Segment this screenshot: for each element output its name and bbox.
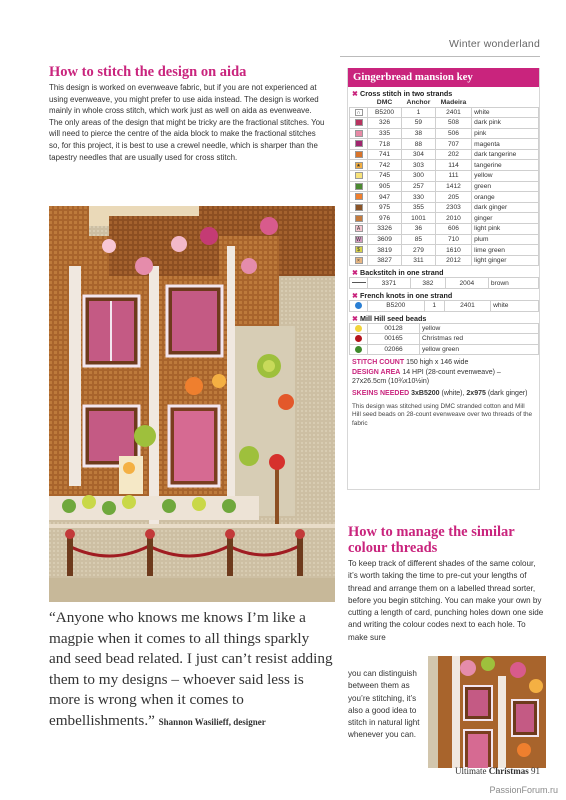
madeira-cell: 707 bbox=[435, 139, 471, 150]
anchor-cell: 303 bbox=[402, 160, 436, 171]
anchor-cell: 59 bbox=[402, 118, 436, 129]
color-name-cell: ginger bbox=[472, 213, 539, 224]
anchor-cell: 311 bbox=[402, 255, 436, 266]
madeira-cell: 508 bbox=[435, 118, 471, 129]
dmc-cell: 975 bbox=[368, 202, 402, 213]
symbol-swatch-cell bbox=[350, 118, 368, 129]
symbol-swatch-cell bbox=[350, 192, 368, 203]
manage-paragraph-1: To keep track of different shades of the same colour, it’s worth taking the time to pre-cut your lengths of thread and arrange them on a labelled thread sorter, before you begin stitching. You can make your own by cutting a length of card, punching holes down one side and writing the colour codes next to each hole. To make sure bbox=[348, 559, 544, 642]
table-row bbox=[350, 171, 539, 182]
symbol-swatch-cell bbox=[350, 224, 368, 235]
thread-swatch-icon bbox=[355, 183, 363, 190]
table-row bbox=[350, 224, 539, 235]
madeira-cell: 2012 bbox=[435, 255, 471, 266]
manage-paragraph-2: you can distinguish between them as you’re stitching, it’s also a good idea to stitch in natural light whenever you can. bbox=[348, 669, 420, 740]
madeira-cell: 111 bbox=[435, 171, 471, 182]
name-col-header bbox=[472, 98, 539, 107]
thread-swatch-icon bbox=[355, 119, 363, 126]
table-row bbox=[350, 323, 539, 334]
table-row bbox=[350, 301, 539, 312]
dmc-cell: 3609 bbox=[368, 234, 402, 245]
table-row bbox=[350, 139, 539, 150]
thread-swatch-icon: ★ bbox=[356, 162, 361, 169]
table-row bbox=[350, 181, 539, 192]
thread-swatch-icon: × bbox=[355, 257, 363, 264]
anchor-cell: 1 bbox=[424, 301, 444, 312]
madeira-cell: 202 bbox=[435, 149, 471, 160]
symbol-swatch-cell bbox=[350, 149, 368, 160]
bead-icon-cell bbox=[350, 323, 368, 334]
beads-table bbox=[349, 323, 539, 356]
dmc-col-header: DMC bbox=[376, 98, 393, 106]
french-knots-heading bbox=[348, 289, 539, 300]
key-panel bbox=[347, 68, 540, 490]
table-row bbox=[350, 107, 539, 118]
dmc-cell: 326 bbox=[368, 118, 402, 129]
dmc-cell: 3819 bbox=[368, 245, 402, 256]
backstitch-line-icon bbox=[350, 278, 368, 289]
french-knots-table bbox=[349, 300, 539, 312]
madeira-cell: 1412 bbox=[435, 181, 471, 192]
dmc-cell: 905 bbox=[368, 181, 402, 192]
madeira-cell: 606 bbox=[435, 224, 471, 235]
table-row bbox=[350, 344, 539, 355]
anchor-cell: 304 bbox=[402, 149, 436, 160]
madeira-cell: 2010 bbox=[435, 213, 471, 224]
color-name-cell: lime green bbox=[472, 245, 539, 256]
bead-icon-cell bbox=[350, 344, 368, 355]
thread-swatch-icon bbox=[355, 140, 363, 147]
thread-swatch-icon: $ bbox=[355, 246, 363, 253]
table-row bbox=[350, 118, 539, 129]
quote-text: “Anyone who knows me knows I’m like a magpie when it comes to all things sparkly and seed bead related. I just can’t resist adding them to my designs – whoever said less is more is wrong when it comes to embellishments.” bbox=[49, 609, 333, 729]
skeins-needed: SKEINS NEEDED 3xB5200 (white), 2x975 (dark ginger) bbox=[352, 389, 528, 397]
symbol-swatch-cell bbox=[350, 213, 368, 224]
color-name-cell: plum bbox=[472, 234, 539, 245]
anchor-cell: 88 bbox=[402, 139, 436, 150]
bead-code-cell: 02066 bbox=[368, 344, 420, 355]
color-name-cell: Christmas red bbox=[420, 334, 539, 345]
table-row bbox=[350, 255, 539, 266]
cross-mark-icon: ✖ bbox=[352, 89, 359, 98]
symbol-swatch-cell bbox=[350, 171, 368, 182]
section-rule bbox=[340, 56, 540, 57]
cross-mark-icon: ✖ bbox=[352, 313, 359, 323]
key-title: Gingerbread mansion key bbox=[348, 68, 539, 87]
symbol-swatch-cell bbox=[350, 139, 368, 150]
symbol-swatch-cell bbox=[350, 245, 368, 256]
table-row bbox=[350, 160, 539, 171]
symbol-swatch-cell bbox=[350, 160, 368, 171]
color-name-cell: brown bbox=[488, 278, 538, 289]
manage-heading: How to manage the similar colour threads bbox=[348, 524, 515, 556]
beads-heading-text: Mill Hill seed beads bbox=[360, 313, 427, 323]
backstitch-table bbox=[349, 277, 539, 289]
color-name-cell: pink bbox=[472, 128, 539, 139]
bead-code-cell: 00165 bbox=[368, 334, 420, 345]
dmc-cell: 3371 bbox=[368, 278, 411, 289]
color-name-cell: yellow bbox=[472, 171, 539, 182]
madeira-cell: 710 bbox=[435, 234, 471, 245]
table-row bbox=[350, 245, 539, 256]
madeira-cell: 506 bbox=[435, 128, 471, 139]
thread-swatch-icon bbox=[355, 193, 363, 200]
backstitch-heading bbox=[348, 266, 539, 277]
seed-bead-icon bbox=[355, 335, 362, 342]
color-name-cell: light pink bbox=[472, 224, 539, 235]
dmc-cell: 3827 bbox=[368, 255, 402, 266]
seed-bead-icon bbox=[355, 325, 362, 332]
madeira-cell: 1610 bbox=[435, 245, 471, 256]
table-row bbox=[350, 213, 539, 224]
key-stats bbox=[348, 355, 539, 398]
quote-attribution: Shannon Wasilieff, designer bbox=[158, 716, 266, 727]
anchor-cell: 382 bbox=[410, 278, 445, 289]
color-name-cell: dark pink bbox=[472, 118, 539, 129]
dmc-cell: 718 bbox=[368, 139, 402, 150]
table-row bbox=[350, 234, 539, 245]
detail-stitch-photo bbox=[428, 656, 546, 768]
thread-swatch-icon bbox=[355, 204, 363, 211]
cross-stitch-heading-text: Cross stitch in two strands bbox=[360, 89, 453, 98]
anchor-cell: 1 bbox=[402, 107, 436, 118]
cross-stitch-rows bbox=[350, 107, 539, 266]
cross-mark-icon: ✖ bbox=[352, 291, 359, 300]
color-name-cell: white bbox=[491, 301, 539, 312]
color-name-cell: yellow green bbox=[420, 344, 539, 355]
key-header-row bbox=[350, 98, 539, 107]
anchor-cell: 85 bbox=[402, 234, 436, 245]
symbol-swatch-cell bbox=[350, 107, 368, 118]
key-note: This design was stitched using DMC stranded cotton and Mill Hill seed beads on 28-count evenweave over two threads of the fabric bbox=[352, 403, 533, 427]
color-name-cell: white bbox=[472, 107, 539, 118]
color-name-cell: dark ginger bbox=[472, 202, 539, 213]
dmc-cell: 742 bbox=[368, 160, 402, 171]
symbol-swatch-cell bbox=[350, 181, 368, 192]
cross-stitch-heading bbox=[348, 87, 539, 98]
french-knot-icon bbox=[350, 301, 368, 312]
table-row bbox=[350, 202, 539, 213]
thread-swatch-icon bbox=[355, 172, 363, 179]
madeira-cell: 114 bbox=[435, 160, 471, 171]
anchor-cell: 36 bbox=[402, 224, 436, 235]
table-row bbox=[350, 334, 539, 345]
seed-bead-icon bbox=[355, 346, 362, 353]
color-name-cell: magenta bbox=[472, 139, 539, 150]
backstitch-heading-text: Backstitch in one strand bbox=[360, 268, 444, 278]
symbol-col-header bbox=[350, 98, 368, 107]
aida-body: This design is worked on evenweave fabric, but if you are not experienced at using evenweave, you might prefer to use aida instead. The design is worked mainly in whole cross stitch, which work just as well on aida as evenweave. The only areas of the design that might be tricky are the fractional stitches. You will need to pierce the centre of the aida block to make the fractional stitches so, for this project, it is best to use a crewel needle, which is sharper than the tapestry needles that are usually used for cross stitch. bbox=[49, 83, 325, 162]
dmc-cell: 745 bbox=[368, 171, 402, 182]
table-row bbox=[350, 149, 539, 160]
french-knots-heading-text: French knots in one strand bbox=[360, 291, 453, 300]
stitch-count: STITCH COUNT 150 high x 146 wide bbox=[352, 359, 469, 367]
madeira-cell: 2004 bbox=[445, 278, 488, 289]
dmc-cell: B5200 bbox=[368, 107, 402, 118]
thread-swatch-icon: A bbox=[355, 225, 363, 232]
color-name-cell: dark tangerine bbox=[472, 149, 539, 160]
thread-swatch-icon bbox=[355, 130, 363, 137]
anchor-cell: 279 bbox=[402, 245, 436, 256]
madeira-cell: 2401 bbox=[435, 107, 471, 118]
thread-swatch-icon bbox=[355, 215, 363, 222]
madeira-cell: 205 bbox=[435, 192, 471, 203]
thread-swatch-icon: W bbox=[356, 236, 361, 243]
table-row bbox=[350, 128, 539, 139]
designer-quote bbox=[49, 608, 333, 732]
dmc-cell: 741 bbox=[368, 149, 402, 160]
color-name-cell: yellow bbox=[420, 323, 539, 334]
main-stitch-photo bbox=[49, 206, 335, 602]
cross-stitch-table bbox=[349, 98, 539, 266]
anchor-cell: 38 bbox=[402, 128, 436, 139]
symbol-swatch-cell bbox=[350, 255, 368, 266]
dmc-cell: B5200 bbox=[368, 301, 425, 312]
anchor-cell: 257 bbox=[402, 181, 436, 192]
dmc-cell: 947 bbox=[368, 192, 402, 203]
color-name-cell: tangerine bbox=[472, 160, 539, 171]
symbol-swatch-cell bbox=[350, 128, 368, 139]
madeira-cell: 2401 bbox=[444, 301, 490, 312]
dmc-cell: 3326 bbox=[368, 224, 402, 235]
symbol-swatch-cell bbox=[350, 202, 368, 213]
dmc-cell: 335 bbox=[368, 128, 402, 139]
symbol-swatch-cell bbox=[350, 234, 368, 245]
design-area: DESIGN AREA 14 HPI (28-count evenweave) – 27x26.5cm (10¾x10½in) bbox=[352, 368, 501, 386]
madeira-cell: 2303 bbox=[435, 202, 471, 213]
bead-rows bbox=[350, 323, 539, 355]
anchor-cell: 1001 bbox=[402, 213, 436, 224]
bead-icon-cell bbox=[350, 334, 368, 345]
madeira-col-header: Madeira bbox=[440, 98, 467, 106]
aida-heading: How to stitch the design on aida bbox=[49, 64, 247, 80]
anchor-cell: 300 bbox=[402, 171, 436, 182]
beads-heading bbox=[348, 312, 539, 323]
anchor-cell: 330 bbox=[402, 192, 436, 203]
section-header: Winter wonderland bbox=[449, 38, 540, 50]
page-footer: Ultimate Christmas 91 bbox=[455, 766, 540, 776]
watermark: PassionForum.ru bbox=[489, 785, 558, 795]
color-name-cell: green bbox=[472, 181, 539, 192]
bead-code-cell: 00128 bbox=[368, 323, 420, 334]
thread-swatch-icon: ∩ bbox=[355, 109, 363, 116]
color-name-cell: light ginger bbox=[472, 255, 539, 266]
anchor-col-header: Anchor bbox=[406, 98, 431, 106]
color-name-cell: orange bbox=[472, 192, 539, 203]
anchor-cell: 355 bbox=[402, 202, 436, 213]
table-row bbox=[350, 192, 539, 203]
cross-mark-icon: ✖ bbox=[352, 268, 359, 278]
dmc-cell: 976 bbox=[368, 213, 402, 224]
table-row bbox=[350, 278, 539, 289]
thread-swatch-icon bbox=[355, 151, 363, 158]
